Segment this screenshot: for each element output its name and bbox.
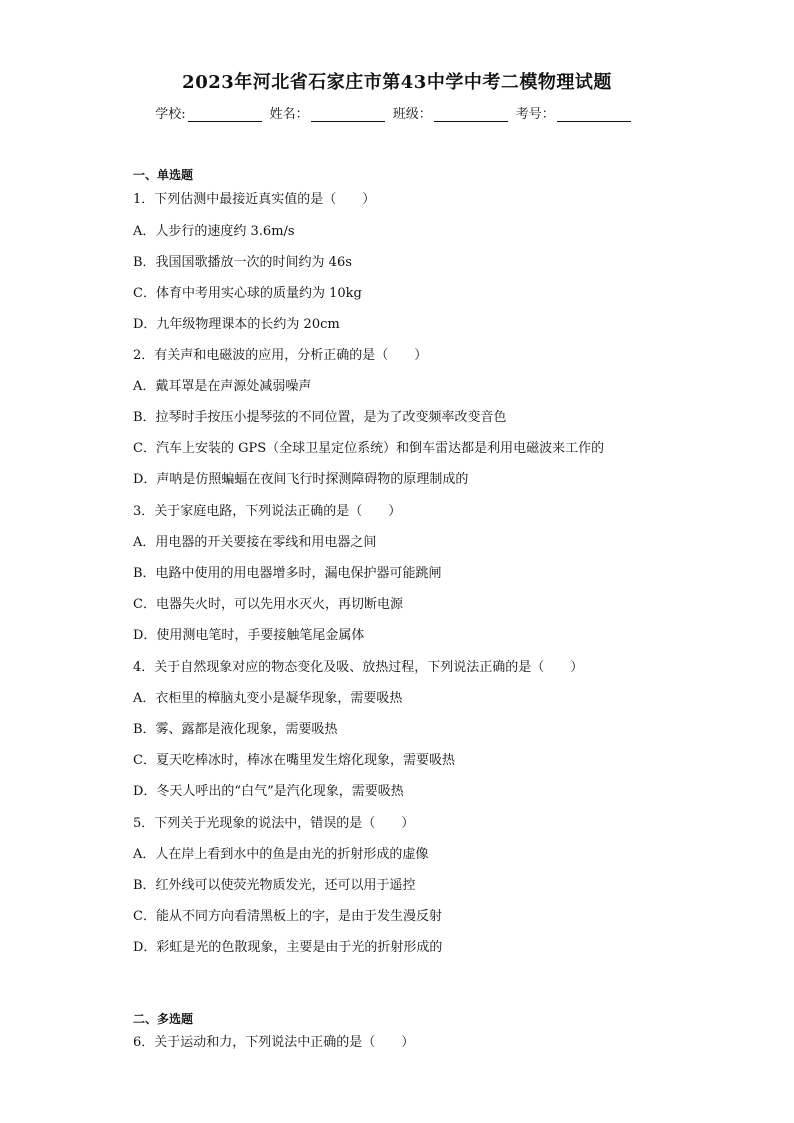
- student-info-row: [0, 103, 794, 122]
- q4-option-c: C．夏天吃棒冰时，棒冰在嘴里发生熔化现象，需要吸热: [133, 753, 455, 768]
- q5-option-d: D．彩虹是光的色散现象，主要是由于光的折射形成的: [133, 940, 443, 955]
- q1-option-b: B．我国国歌播放一次的时间约为 46s: [133, 255, 352, 270]
- school-field[interactable]: [155, 103, 265, 122]
- q4-option-b: B．雾、露都是液化现象，需要吸热: [133, 722, 338, 737]
- section-heading-single-choice: 一、单选题: [133, 168, 194, 182]
- q6-stem: 6．关于运动和力，下列说法中正确的是（ ）: [133, 1035, 415, 1050]
- q2-option-c: C．汽车上安装的 GPS（全球卫星定位系统）和倒车雷达都是利用电磁波来工作的: [133, 441, 605, 456]
- q5-option-b: B．红外线可以使荧光物质发光，还可以用于遥控: [133, 878, 416, 893]
- q4-stem: 4．关于自然现象对应的物态变化及吸、放热过程，下列说法正确的是（ ）: [133, 660, 584, 675]
- q3-option-d: D．使用测电笔时，手要接触笔尾金属体: [133, 628, 365, 643]
- q2-option-d: D．声呐是仿照蝙蝠在夜间飞行时探测障碍物的原理制成的: [133, 472, 469, 487]
- class-blank[interactable]: [434, 109, 508, 122]
- q3-option-c: C．电器失火时，可以先用水灭火，再切断电源: [133, 597, 403, 612]
- class-label: 班级：: [392, 107, 432, 122]
- q5-option-a: A．人在岸上看到水中的鱼是由光的折射形成的虚像: [133, 847, 429, 862]
- q1-option-d: D．九年级物理课本的长约为 20cm: [133, 317, 340, 332]
- section-heading-multiple-choice: 二、多选题: [133, 1012, 194, 1026]
- q2-option-a: A．戴耳罩是在声源处减弱噪声: [133, 379, 312, 394]
- q2-stem: 2．有关声和电磁波的应用，分析正确的是（ ）: [133, 348, 428, 363]
- q3-option-a: A．用电器的开关要接在零线和用电器之间: [133, 535, 377, 550]
- q1-stem: 1．下列估测中最接近真实值的是（ ）: [133, 192, 376, 207]
- school-blank[interactable]: [188, 109, 262, 122]
- name-label: 姓名：: [269, 107, 309, 122]
- q4-option-a: A．衣柜里的樟脑丸变小是凝华现象，需要吸热: [133, 691, 403, 706]
- exam-number-blank[interactable]: [557, 109, 631, 122]
- q1-option-c: C．体育中考用实心球的质量约为 10kg: [133, 286, 362, 301]
- q2-option-b: B．拉琴时手按压小提琴弦的不同位置，是为了改变频率改变音色: [133, 410, 507, 425]
- school-label: 学校:: [155, 107, 186, 122]
- q5-option-c: C．能从不同方向看清黑板上的字，是由于发生漫反射: [133, 909, 442, 924]
- q4-option-d: D．冬天人呼出的“白气”是汽化现象，需要吸热: [133, 784, 404, 799]
- q3-stem: 3．关于家庭电路，下列说法正确的是（ ）: [133, 504, 402, 519]
- q5-stem: 5．下列关于光现象的说法中，错误的是（ ）: [133, 816, 415, 831]
- name-blank[interactable]: [311, 109, 385, 122]
- page-title: 2023年河北省石家庄市第43中学中考二模物理试题: [182, 72, 612, 93]
- exam-number-field[interactable]: [516, 103, 635, 122]
- q3-option-b: B．电路中使用的用电器增多时，漏电保护器可能跳闸: [133, 566, 442, 581]
- class-field[interactable]: [393, 103, 512, 122]
- q1-option-a: A．人步行的速度约 3.6m/s: [133, 224, 295, 239]
- name-field[interactable]: [270, 103, 389, 122]
- exam-number-label: 考号：: [515, 107, 555, 122]
